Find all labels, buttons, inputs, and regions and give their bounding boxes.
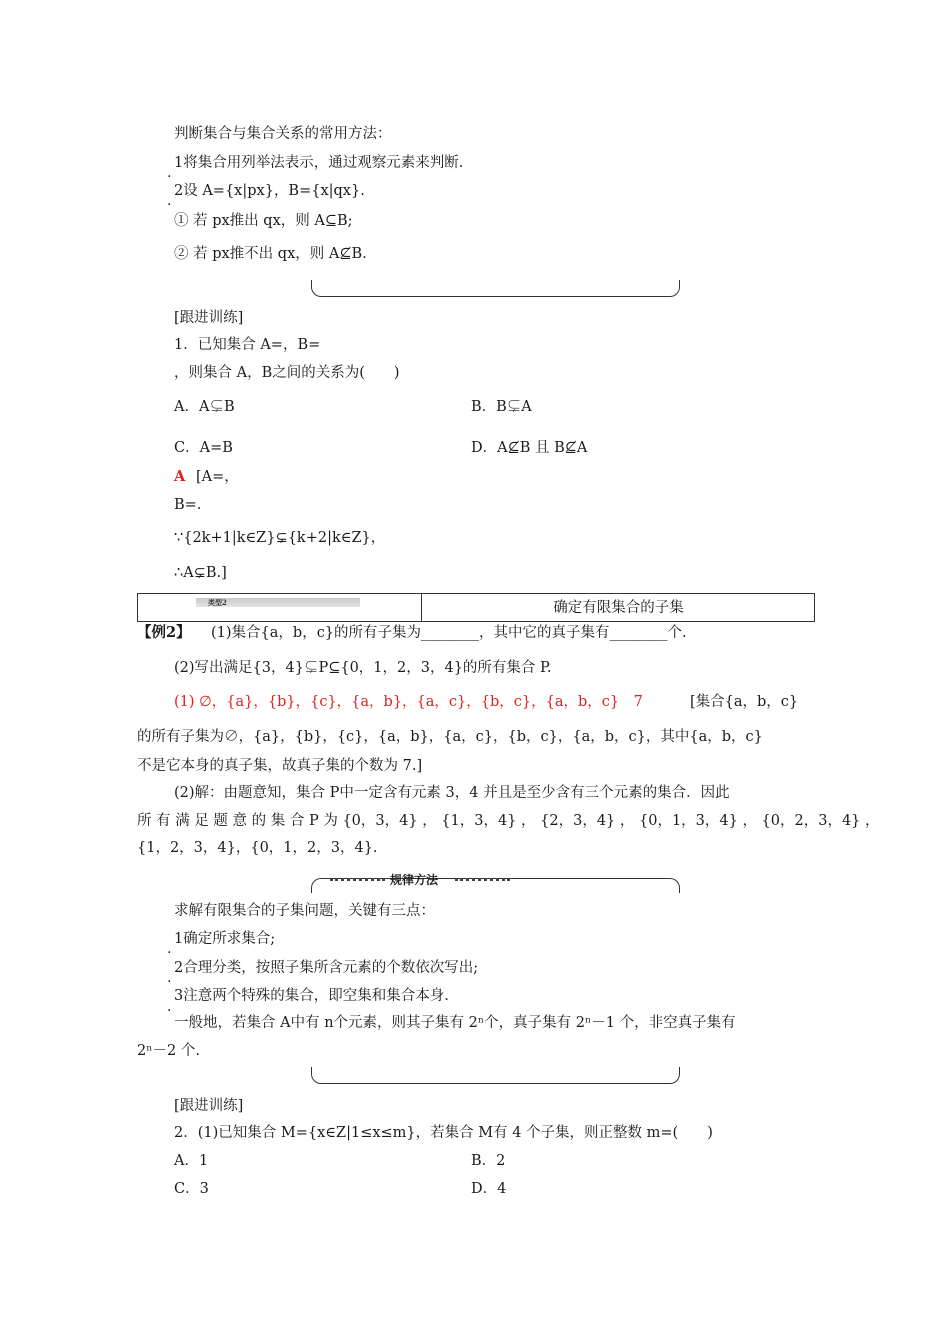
rule-item-2: 2合理分类，按照子集所含元素的个数依次写出;	[174, 960, 479, 976]
method-intro: 判断集合与集合关系的常用方法：	[174, 126, 392, 142]
example-answer-2-line-3: {1，2，3，4}，{0，1，2，3，4}.	[137, 840, 378, 856]
emphasis-dot: .	[167, 165, 172, 181]
emphasis-dot: .	[167, 941, 172, 957]
example-answer-2-line-1: (2)解：由题意知，集合 P中一定含有元素 3，4 并且是至少含有三个元素的集合．因此	[174, 785, 730, 801]
rule-title-bar	[330, 872, 620, 888]
type-tag: 类型2	[196, 598, 360, 607]
method-box-bottom	[311, 280, 680, 297]
option-b: B．B⊊A	[471, 399, 532, 415]
practice-2-header: [跟进训练]	[174, 1098, 244, 1114]
answer-line-2: B=.	[174, 497, 202, 513]
example-answer-2-line-2: 所 有 满 足 题 意 的 集 合 P 为 {0，3，4} ， {1，3，4} ， {2，3，4} ， {0，1，3，4} ， {0，2，3，4} ，	[137, 813, 880, 829]
emphasis-dot: .	[167, 970, 172, 986]
emphasis-dot: .	[167, 999, 172, 1015]
rule-item-3: 3注意两个特殊的集合，即空集和集合本身.	[174, 988, 449, 1004]
method-item-1: 1将集合用列举法表示，通过观察元素来判断.	[174, 155, 464, 171]
rule-dots-right	[455, 878, 510, 885]
example-question-1: (1)集合{a，b，c}的所有子集为________，其中它的真子集有________个.	[211, 625, 687, 641]
q2-option-a: A．1	[174, 1153, 209, 1169]
answer-letter: A	[174, 468, 186, 485]
method-item-3: ① 若 px推出 qx，则 A⊆B;	[174, 213, 353, 229]
rule-intro: 求解有限集合的子集问题，关键有三点：	[174, 903, 435, 919]
rule-title: 规律方法	[390, 873, 439, 887]
q2-option-d: D．4	[471, 1181, 507, 1197]
example-answer-1-tail: [集合{a，b，c}	[690, 694, 799, 710]
answer-line-1: [A=，	[196, 469, 239, 485]
rule-general-2: 2ⁿ－2 个.	[137, 1043, 200, 1059]
question-1-line-2: ，则集合 A，B之间的关系为( )	[174, 365, 400, 381]
rule-box-bottom	[311, 1067, 680, 1084]
q2-option-c: C．3	[174, 1181, 209, 1197]
example-answer-1-line-3: 不是它本身的真子集，故真子集的个数为 7.]	[137, 758, 423, 774]
method-item-4: ② 若 px推不出 qx，则 A⊈B.	[174, 246, 367, 262]
example-question-2: (2)写出满足{3，4}⊊P⊆{0，1，2，3，4}的所有集合 P.	[174, 660, 552, 676]
answer-line-4: ∴A⊊B.]	[174, 565, 227, 581]
option-d: D．A⊈B 且 B⊈A	[471, 440, 588, 456]
question-1-line-1: 1．已知集合 A=，B=	[174, 337, 321, 353]
rule-item-1: 1确定所求集合;	[174, 931, 276, 947]
type-bar	[137, 593, 815, 622]
example-answer-1: (1) ∅，{a}，{b}，{c}，{a，b}，{a，c}，{b，c}，{a，b，c} 7	[174, 694, 643, 710]
example-label: 【例2】	[137, 624, 191, 641]
rule-dots-left	[330, 878, 385, 885]
practice-header: [跟进训练]	[174, 310, 244, 326]
option-a: A．A⊊B	[174, 399, 235, 415]
emphasis-dot: .	[167, 193, 172, 209]
q2-option-b: B．2	[471, 1153, 506, 1169]
type-title: 确定有限集合的子集	[553, 600, 684, 616]
method-item-2: 2设 A={x|px}，B={x|qx}.	[174, 183, 365, 199]
rule-general-1: 一般地，若集合 A中有 n个元素，则其子集有 2ⁿ个，真子集有 2ⁿ－1 个，非空真子集有	[174, 1015, 736, 1031]
question-2: 2．(1)已知集合 M={x∈Z|1≤x≤m}，若集合 M有 4 个子集，则正整数 m=( )	[174, 1125, 713, 1141]
example-answer-1-line-2: 的所有子集为∅，{a}，{b}，{c}，{a，b}，{a，c}，{b，c}，{a，b，c}，其中{a，b，c}	[137, 729, 763, 745]
answer-line-3: ∵{2k+1|k∈Z}⊊{k+2|k∈Z}，	[174, 530, 386, 546]
option-c: C．A=B	[174, 440, 233, 456]
